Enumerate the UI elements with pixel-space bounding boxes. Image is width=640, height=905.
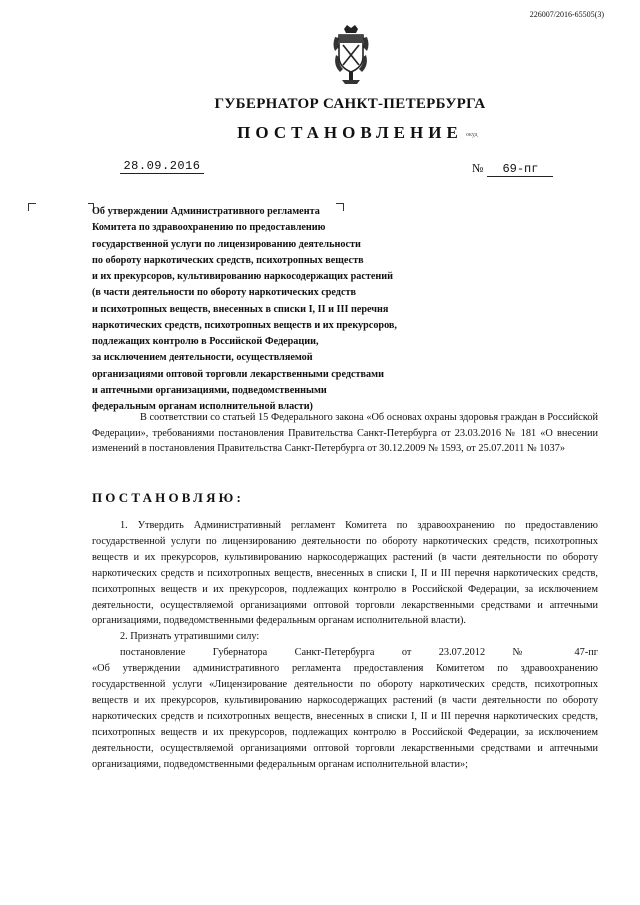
document-subject <box>92 204 512 415</box>
resolve-heading: ПОСТАНОВЛЯЮ: <box>92 490 245 505</box>
item-2-reference-line: постановление Губернатора Санкт-Петербурга от 23.07.2012 № 47-пг <box>120 647 598 659</box>
subject-line: подлежащих контролю в Российской Федерации, <box>92 336 319 347</box>
document-number: 69-пг <box>487 162 553 177</box>
subject-line: федеральным органам исполнительной власти) <box>92 401 313 412</box>
subject-line: и их прекурсоров, культивированию наркосодержащих растений <box>92 271 394 282</box>
number-sign: № <box>472 161 484 175</box>
subject-line: и аптечными организациями, подведомственными <box>92 384 327 396</box>
authority-title: ГУБЕРНАТОР САНКТ-ПЕТЕРБУРГА <box>214 96 486 112</box>
document-type: ПОСТАНОВЛЕНИЕ <box>237 123 463 142</box>
item-2-paragraph: 2. Признать утратившими силу: <box>120 631 260 643</box>
coat-of-arms-icon <box>330 25 372 85</box>
registration-number: 226007/2016-65505(3) <box>529 10 604 19</box>
item-2-reference-title: «Об утверждении административного регламента предоставления Комитетом по здравоохранению государственной услуги «Лицензирование деятельности по обороту наркотических средств, психотропных веществ и их прекурсоров, культивированию наркосодержащих растений (в части деятельности по обороту наркотических средств и психотропных веществ, внесенных в списки I, II и III перечня наркотических средств, психотропных веществ и их прекурсоров, подлежащих контролю в Российской Федерации, за исключением деятельности, осуществляемой организациями оптовой торговли лекарственными средствами и аптечными организациями, подведомственными федеральным органам исполнительной власти»; <box>92 663 598 770</box>
subject-line: наркотических средств, психотропных веществ и их прекурсоров, <box>92 319 397 331</box>
okud-label: окуд <box>466 132 478 138</box>
subject-line: за исключением деятельности, осуществляемой <box>92 352 313 364</box>
subject-line: (в части деятельности по обороту наркотических средств <box>92 287 356 299</box>
subject-line: государственной услуги по лицензированию деятельности <box>92 238 361 250</box>
corner-mark-left <box>28 203 36 211</box>
subject-line: организациями оптовой торговли лекарственными средствами <box>92 368 384 380</box>
subject-line: Комитета по здравоохранению по предоставлению <box>92 222 326 234</box>
subject-line: Об утверждении Административного регламента <box>92 206 320 217</box>
subject-line: по обороту наркотических средств, психотропных веществ <box>92 254 364 266</box>
document-number-block <box>472 159 553 177</box>
document-date: 28.09.2016 <box>120 159 204 174</box>
item-1-paragraph: 1. Утвердить Административный регламент Комитета по здравоохранению по предоставлению государственной услуги по лицензированию деятельности по обороту наркотических средств, психотропных веществ и их прекурсоров, культивированию наркосодержащих растений (в части деятельности по обороту наркотических средств и психотропных веществ, внесенных в списки I, II и III перечня наркотических средств, психотропных веществ и их прекурсоров, подлежащих контролю в Российской Федерации, за исключением деятельности, осуществляемой организациями оптовой торговли лекарственными средствами и аптечными организациями, подведомственными федеральным органам исполнительной власти). <box>92 520 598 627</box>
resolution-body <box>92 518 598 773</box>
subject-line: и психотропных веществ, внесенных в списки I, II и III перечня <box>92 303 389 315</box>
preamble-paragraph: В соответствии со статьей 15 Федерального закона «Об основах охраны здоровья граждан в Российской Федерации», требованиями постановления Правительства Санкт-Петербурга от 23.03.2016 № 181 «О внесении изменений в постановления Правительства Санкт-Петербурга от 30.12.2009 № 1593, от 25.07.2011 № 1037» <box>92 412 598 454</box>
